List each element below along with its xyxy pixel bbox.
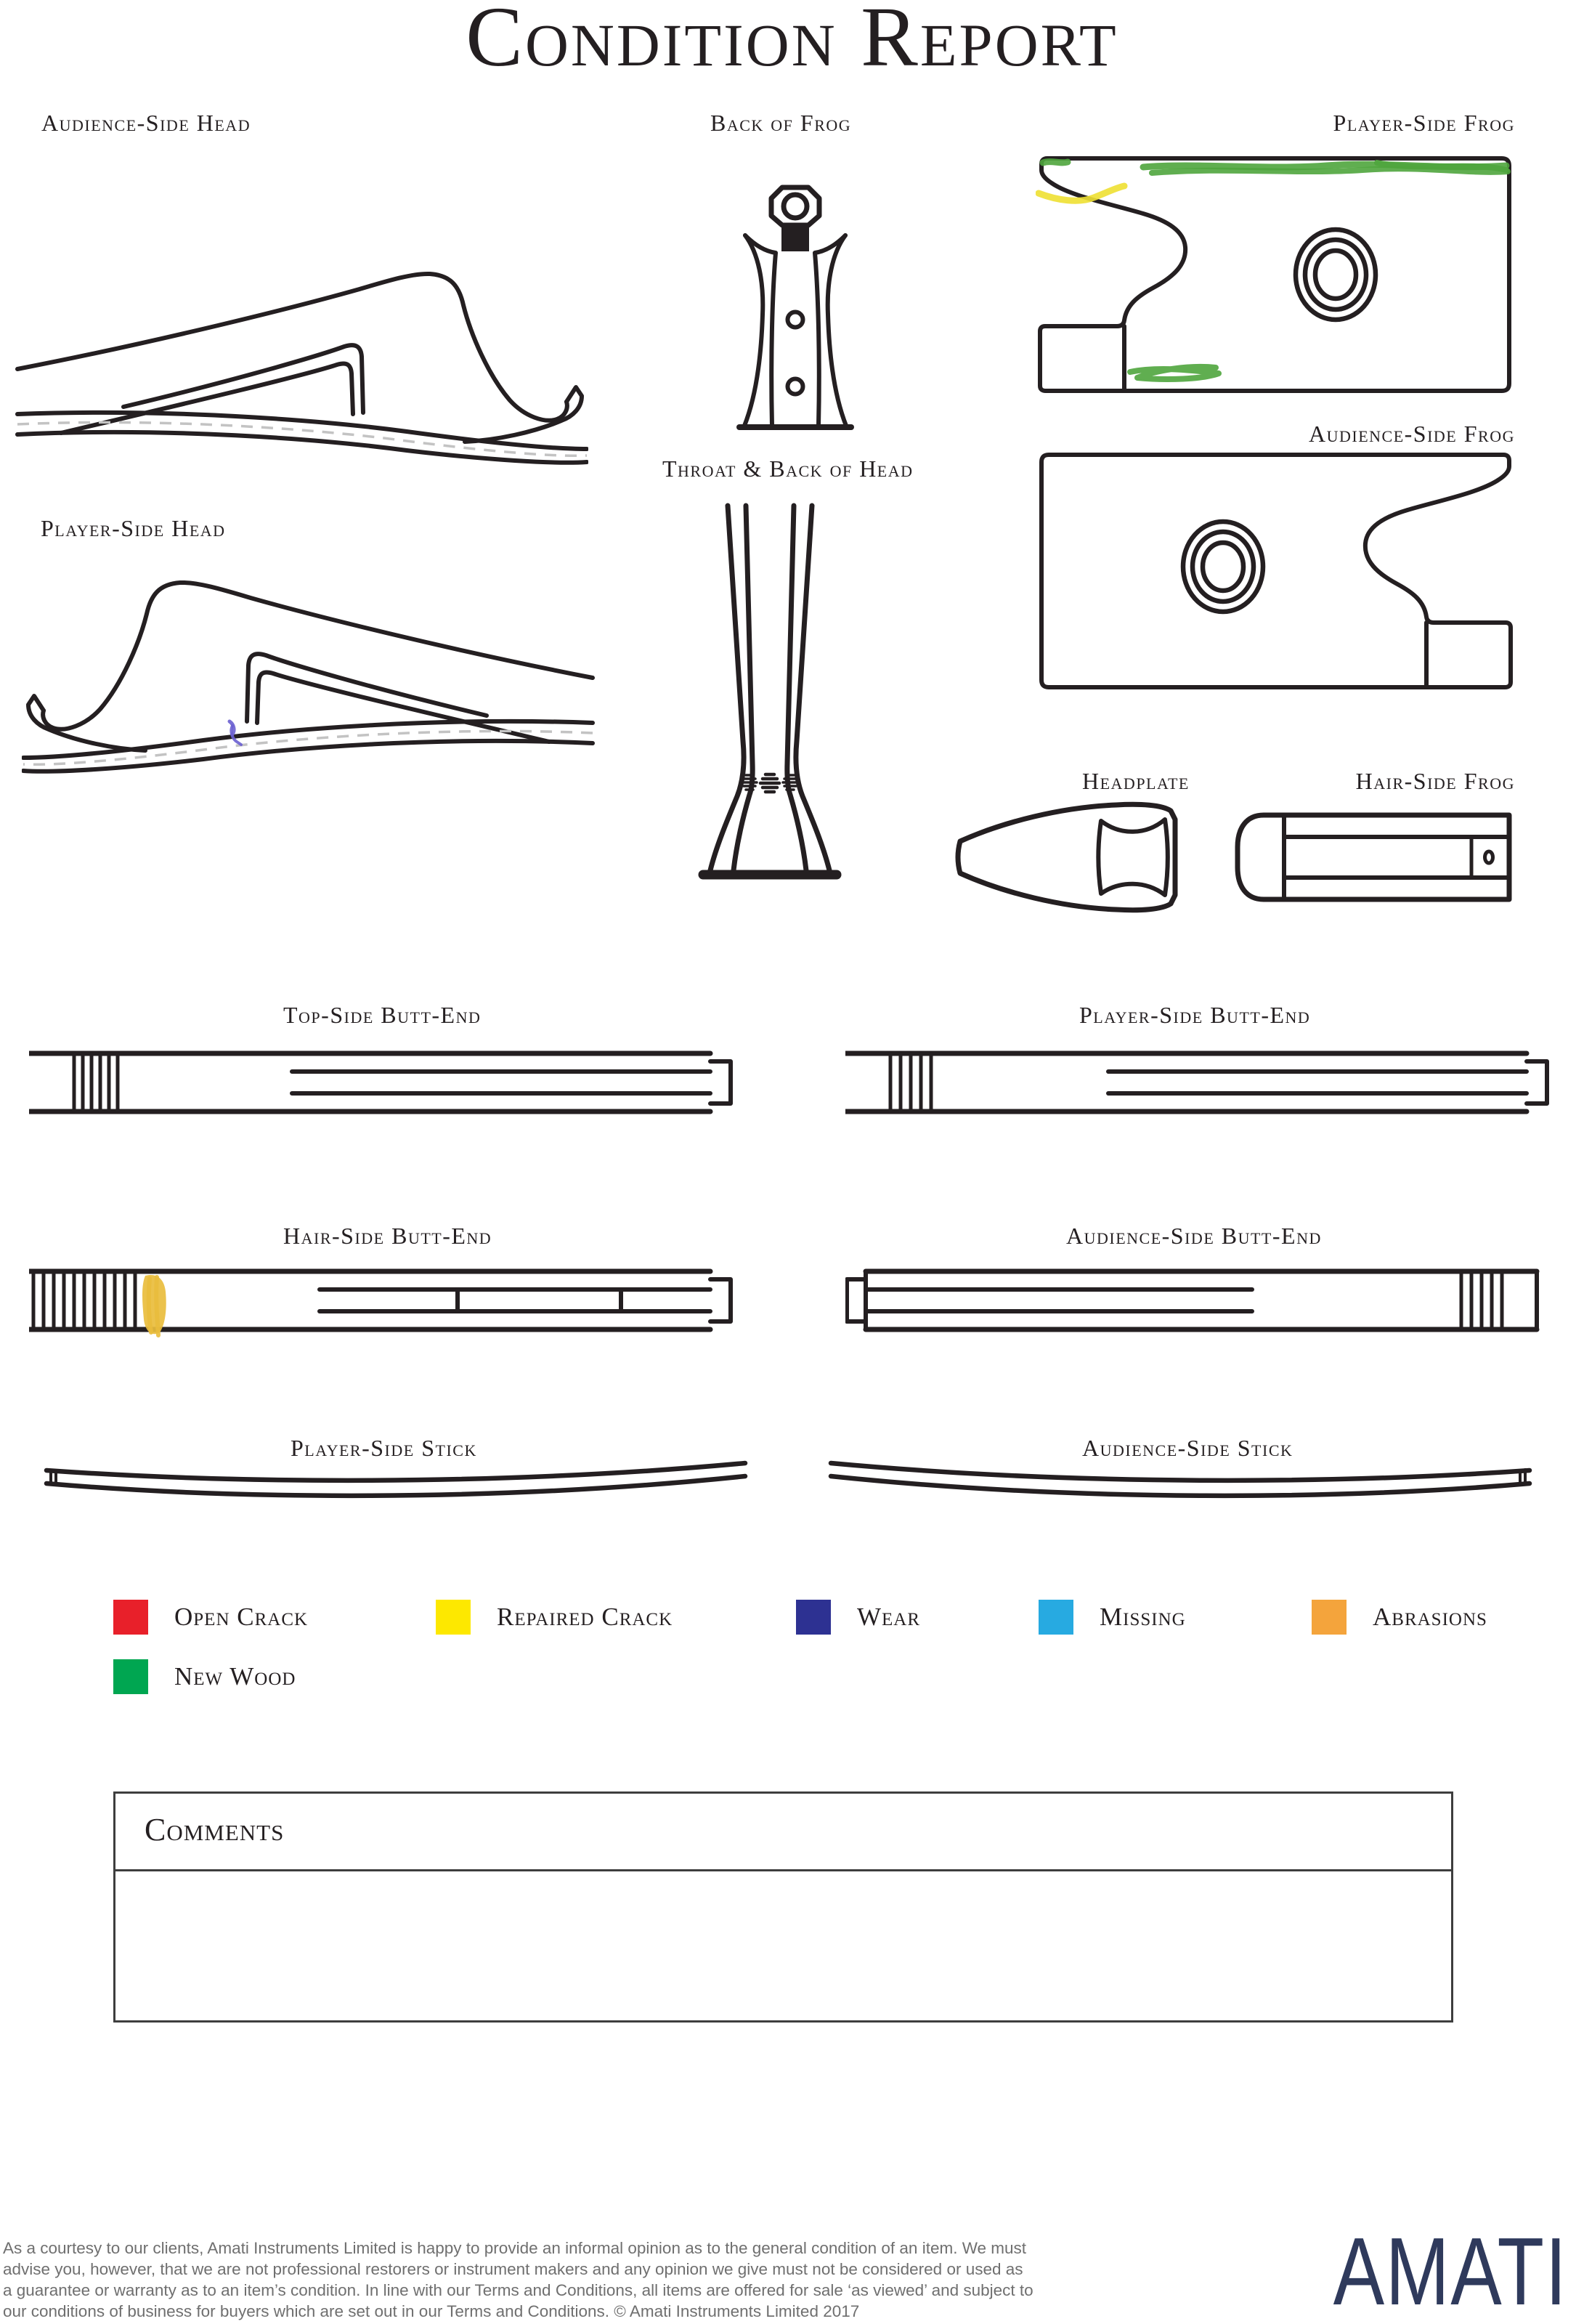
legend-swatch-new-wood: [113, 1659, 148, 1694]
legend-label-abrasions: Abrasions: [1373, 1603, 1487, 1631]
label-player-side-stick: Player-Side Stick: [291, 1435, 477, 1461]
repaired-crack-mark: [1039, 186, 1124, 201]
legend-label-missing: Missing: [1100, 1603, 1186, 1631]
player-side-head-diagram: [22, 548, 596, 777]
wear-mark: [230, 721, 241, 745]
new-wood-mark: [1130, 367, 1219, 379]
label-audience-side-butt-end: Audience-Side Butt-End: [1066, 1223, 1322, 1249]
page-title: Condition Report: [466, 0, 1118, 84]
new-wood-mark: [1043, 162, 1068, 163]
player-side-frog-diagram: [1036, 153, 1515, 396]
legend-label-repaired-crack: Repaired Crack: [497, 1603, 673, 1631]
label-audience-side-stick: Audience-Side Stick: [1082, 1435, 1293, 1461]
legend-swatch-wear: [796, 1600, 831, 1635]
comments-box: [113, 1791, 1453, 2023]
waist-hatch-center: [760, 774, 779, 792]
player-side-stick-diagram: [44, 1459, 748, 1505]
legend-label-wear: Wear: [857, 1603, 921, 1631]
abrasion-mark: [142, 1275, 166, 1335]
label-audience-side-frog: Audience-Side Frog: [1308, 421, 1515, 447]
disclaimer-line: a guarantee or warranty as to an item’s condition. In line with our Terms and Conditions, all items are offered for sale ‘as viewed’ and subject to: [3, 2281, 1033, 2299]
legend-label-open-crack: Open Crack: [174, 1603, 309, 1631]
legend-swatch-abrasions: [1312, 1600, 1347, 1635]
headplate-diagram: [953, 799, 1185, 915]
legend-swatch-missing: [1039, 1600, 1073, 1635]
label-player-side-frog: Player-Side Frog: [1333, 110, 1515, 136]
label-hair-side-frog: Hair-Side Frog: [1355, 768, 1515, 794]
hair-side-butt-end-diagram: [29, 1267, 741, 1340]
label-back-of-frog: Back of Frog: [710, 110, 852, 136]
comments-input-area[interactable]: [115, 1871, 1451, 2040]
comments-header: [115, 1794, 1451, 1871]
audience-side-frog-diagram: [1036, 449, 1515, 692]
audience-side-butt-end-diagram: [845, 1267, 1557, 1334]
new-wood-mark: [1152, 169, 1508, 173]
label-audience-side-head: Audience-Side Head: [41, 110, 251, 136]
back-of-frog-diagram: [726, 180, 864, 431]
legend-label-new-wood: New Wood: [174, 1662, 296, 1691]
disclaimer-line: advise you, however, that we are not professional restorers or instrument makers and any opinion we give must not be considered or used as: [3, 2260, 1023, 2278]
disclaimer-text: [3, 2238, 1194, 2322]
throat-back-of-head-diagram: [697, 501, 842, 886]
top-side-butt-end-diagram: [29, 1049, 741, 1116]
player-side-butt-end-diagram: [845, 1049, 1557, 1116]
audience-side-head-diagram: [15, 240, 588, 469]
legend-swatch-repaired-crack: [436, 1600, 471, 1635]
label-top-side-butt-end: Top-Side Butt-End: [283, 1002, 482, 1028]
amati-logo: AMATI: [1333, 2218, 1568, 2324]
label-headplate: Headplate: [1082, 768, 1190, 794]
label-hair-side-butt-end: Hair-Side Butt-End: [283, 1223, 492, 1249]
disclaimer-line: As a courtesy to our clients, Amati Instruments Limited is happy to provide an informal opinion as to the general condition of an item. We must: [3, 2239, 1027, 2257]
disclaimer-line: our conditions of business for buyers which are set out in our Terms and Conditions. © Amati Instruments Limited 2017: [3, 2302, 860, 2320]
label-player-side-butt-end: Player-Side Butt-End: [1079, 1002, 1311, 1028]
legend-swatch-open-crack: [113, 1600, 148, 1635]
hair-side-frog-diagram: [1232, 811, 1515, 904]
label-throat-back-of-head: Throat & Back of Head: [662, 456, 914, 482]
label-player-side-head: Player-Side Head: [41, 515, 226, 541]
audience-side-stick-diagram: [828, 1459, 1532, 1505]
comments-title: Comments: [145, 1812, 285, 1847]
